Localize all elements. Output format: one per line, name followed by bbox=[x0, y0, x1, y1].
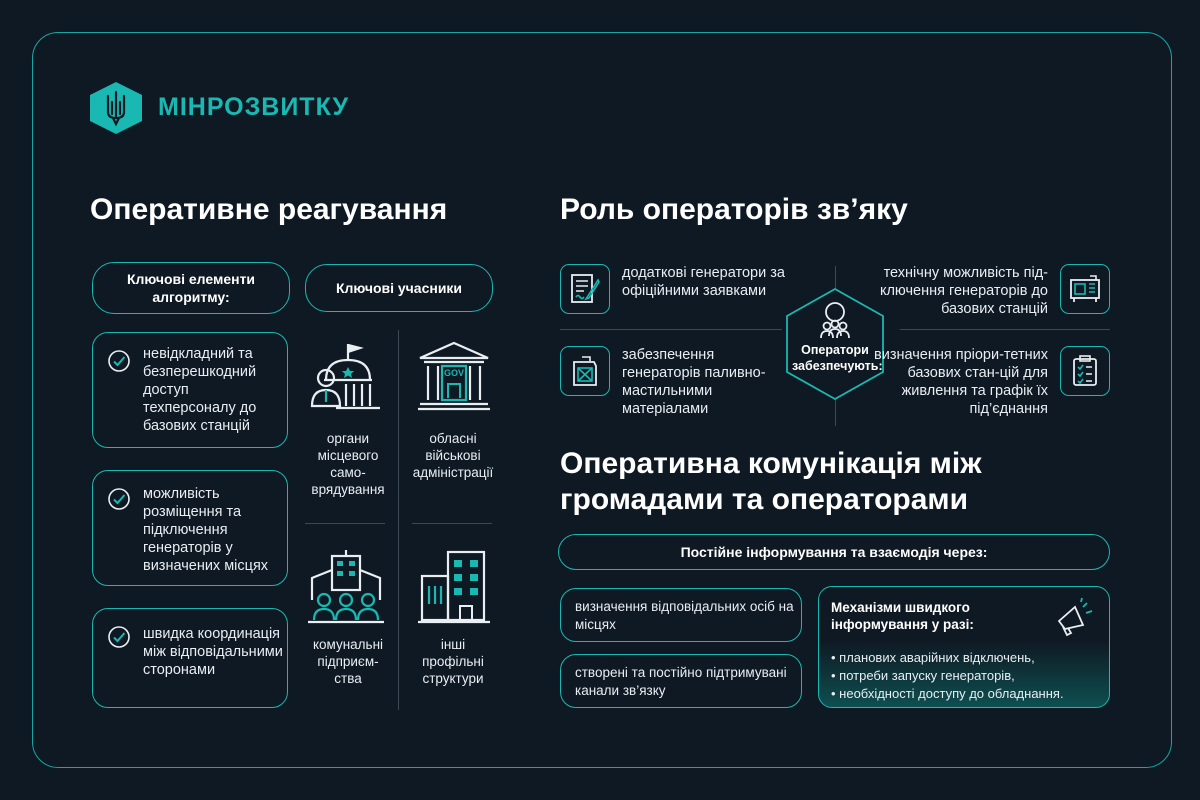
role-item-text: технічну можливість під-ключення генераторів до базових станцій bbox=[879, 265, 1048, 317]
comm-title-line-1: Оперативна комунікація між bbox=[560, 447, 982, 480]
role-section-title: Роль операторів зв’яку bbox=[560, 193, 908, 226]
fuel-canister-icon bbox=[568, 354, 602, 388]
comm-box-1 bbox=[560, 588, 802, 642]
checklist-icon bbox=[1068, 354, 1102, 388]
algorithm-card-1 bbox=[92, 332, 288, 448]
participant-label: комунальні підприєм-ства bbox=[312, 637, 384, 686]
check-icon bbox=[107, 487, 131, 511]
role-item-text: забезпечення генераторів паливно-мастильними матеріалами bbox=[622, 347, 766, 417]
role-divider bbox=[900, 329, 1110, 330]
role-icon-box bbox=[1060, 346, 1110, 396]
participants-divider-horizontal bbox=[305, 523, 385, 524]
algorithm-card-text: невідкладний та безперешкодний доступ техперсоналу до базових станцій bbox=[143, 346, 257, 434]
trident-logo-icon bbox=[86, 80, 146, 136]
algorithm-card-text: швидка координація між відповідальними сторонами bbox=[143, 626, 283, 678]
algorithm-card-3 bbox=[92, 608, 288, 708]
role-icon-box bbox=[560, 346, 610, 396]
gov-building-icon bbox=[416, 340, 492, 412]
constant-informing-pill: Постійне інформування та взаємодія через: bbox=[558, 534, 1110, 570]
generator-icon bbox=[1068, 272, 1102, 306]
role-icon-box bbox=[1060, 264, 1110, 314]
participant-label: інші профільні структури bbox=[422, 637, 484, 686]
local-government-icon bbox=[310, 340, 386, 412]
utility-enterprise-icon bbox=[306, 548, 386, 624]
participant-label: органи місцевого само-врядування bbox=[311, 431, 385, 497]
key-elements-pill: Ключові елементи алгоритму: bbox=[92, 262, 290, 314]
participants-divider-horizontal bbox=[412, 523, 492, 524]
role-item-text: визначення пріори-тетних базових стан-цій для живлення та графік їх під’єднання bbox=[874, 347, 1048, 417]
mechanisms-title: Механізми швидкого інформування у разі: bbox=[831, 600, 974, 632]
participant-label: обласні військові адміністрації bbox=[412, 431, 494, 480]
comm-box-2 bbox=[560, 654, 802, 708]
city-buildings-icon bbox=[416, 548, 492, 624]
role-icon-box bbox=[560, 264, 610, 314]
comm-title-line-2: громадами та операторами bbox=[560, 483, 969, 516]
comm-box-text: визначення відповідальних осіб на місцях bbox=[575, 599, 794, 632]
algorithm-card-text: можливість розміщення та підключення генераторів у визначених місцях bbox=[143, 486, 269, 574]
mechanism-item: • планових аварійних відключень, bbox=[831, 650, 1035, 665]
operators-center-label: Оператори забезпечують: bbox=[792, 343, 883, 373]
key-participants-pill: Ключові учасники bbox=[305, 264, 493, 312]
mechanism-item: • необхідності доступу до обладнання. bbox=[831, 686, 1064, 701]
mechanisms-box bbox=[818, 586, 1110, 708]
mechanism-item: • потреби запуску генераторів, bbox=[831, 668, 1015, 683]
participants-divider-vertical bbox=[398, 330, 399, 710]
document-sign-icon bbox=[568, 272, 602, 306]
check-icon bbox=[107, 625, 131, 649]
brand-name: МІНРОЗВИТКУ bbox=[158, 93, 350, 121]
left-section-title: Оперативне реагування bbox=[90, 193, 448, 226]
algorithm-card-2 bbox=[92, 470, 288, 586]
megaphone-icon bbox=[1053, 597, 1097, 641]
gov-icon-text: GOV bbox=[443, 368, 465, 378]
role-divider bbox=[560, 329, 782, 330]
check-icon bbox=[107, 349, 131, 373]
role-item-text: додаткові генератори за офіційними заявками bbox=[622, 265, 785, 299]
role-divider bbox=[835, 398, 836, 426]
comm-box-text: створені та постійно підтримувані канали зв’язку bbox=[575, 665, 787, 698]
